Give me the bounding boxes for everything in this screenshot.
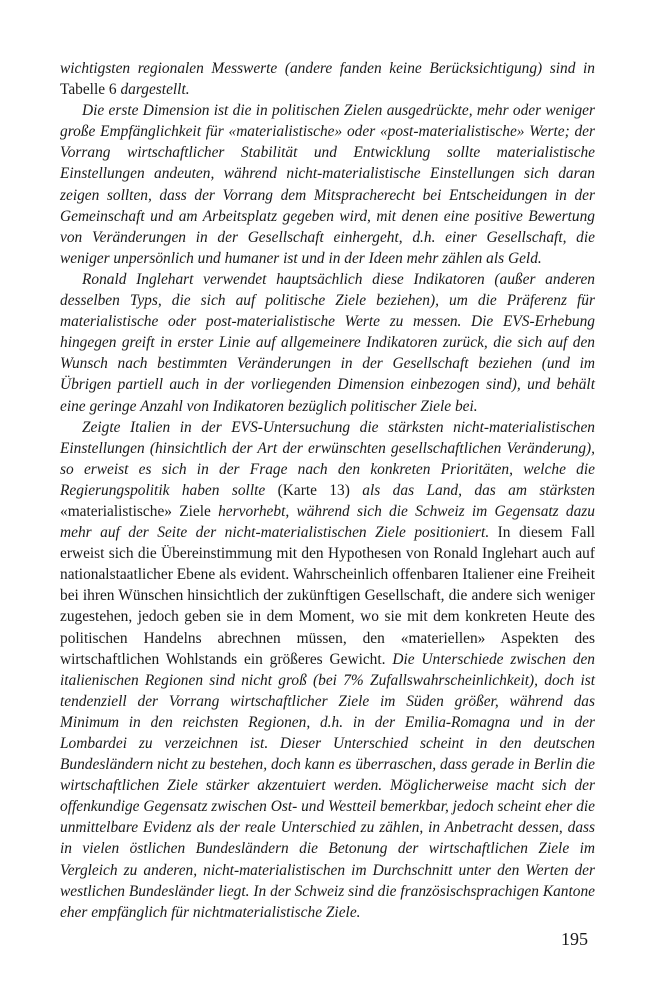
text-run: (Karte 13) [277, 481, 363, 499]
text-run: als das Land, das am stärksten [362, 481, 595, 499]
text-run: In diesem Fall erweist sich die Übereinstimmung mit den Hypothesen von Ronald Inglehart auch auf nationalstaatlicher Ebene als evident. Wahrscheinlich offenbaren Italiener eine Freiheit bei ihren Wünschen hinsichtlich der zukünftigen Gesellschaft, die andere sich weniger zugestehen, jedoch geben sie in dem Moment, wo sie mit dem konkreten Heute des politischen Handelns abrechnen müssen, den «materiellen» Aspekten des wirtschaftlichen Wohlstands ein größeres Gewicht. [60, 524, 595, 668]
paragraph-1 [60, 58, 595, 100]
text-run: Die erste Dimension ist die in politischen Zielen ausgedrückte, mehr oder weniger große Empfänglichkeit für «materialistische» oder «post-materialistische» Werte; der Vorrang wirtschaftlicher Stabilität und Entwicklung sollte materialistische Einstellungen andeuten, während nicht-materialistische Einstellungen sich daran zeigen sollten, dass der Vorrang dem Mitspracherecht bei Entscheidungen in der Gemeinschaft und am Arbeitsplatz gegeben wird, mit denen eine positive Bewertung von Veränderungen in der Gesellschaft einhergeht, d.h. einer Gesellschaft, die weniger unpersönlich und humaner ist und in der Ideen mehr zählen als Geld. [60, 102, 595, 267]
paragraph-3 [60, 269, 595, 417]
text-run: dargestellt. [120, 81, 190, 99]
paragraph-4 [60, 417, 595, 923]
page-number: 195 [561, 929, 588, 949]
text-run: «materialistische» Ziele [60, 502, 219, 520]
text-run: Die Unterschiede zwischen den italienischen Regionen sind nicht groß (bei 7% Zufallswahrscheinlichkeit), doch ist tendenziell der Vorrang wirtschaftlicher Ziele im Süden größer, während das Minimum in den reichsten Regionen, d.h. in der Emilia-Romagna und in der Lombardei zu verzeichnen ist. Dieser Unterschied scheint in den deutschen Bundesländern nicht zu bestehen, doch kann es überraschen, dass gerade in Berlin die wirtschaftlichen Ziele stärker akzentuiert werden. Möglicherweise macht sich der offenkundige Gegensatz zwischen Ost- und Westteil bemerkbar, jedoch scheint eher die unmittelbare Evidenz als der reale Unterschied zu zählen, in Anbetracht dessen, dass in vielen östlichen Bundesländern die Betonung der wirtschaftlichen Ziele im Vergleich zu anderen, nicht-materialistischen im Durchschnitt unter den Werten der westlichen Bundesländer liegt. In der Schweiz sind die französischsprachigen Kantone eher empfänglich für nichtmaterialistische Ziele. [60, 650, 595, 921]
text-run: Tabelle 6 [60, 81, 121, 99]
text-run: Ronald Inglehart verwendet hauptsächlich diese Indikatoren (außer anderen desselben Typs, die sich auf politische Ziele beziehen), um die Präferenz für materialistische oder post-materialistische Werte zu messen. Die EVS-Erhebung hingegen greift in erster Linie auf allgemeinere Indikatoren zurück, die sich auf den Wunsch nach bestimmten Veränderungen in der Gesellschaft beziehen (und im Übrigen partiell auch in der vorliegenden Dimension einbezogen sind), und behält eine geringe Anzahl von Indikatoren bezüglich politischer Ziele bei. [60, 270, 595, 415]
text-run: wichtigsten regionalen Messwerte (andere fanden keine Berücksichtigung) sind in [60, 60, 595, 77]
page-body [60, 58, 595, 923]
paragraph-2 [60, 100, 595, 269]
text-run: Zeigte Italien in der EVS-Untersuchung die stärksten nicht-materialistischen Einstellungen (hinsichtlich der Art der erwünschten gesellschaftlichen Veränderung), so erweist es sich in der Frage nach den konkreten Prioritäten, welche die Regierungspolitik haben sollte [60, 418, 595, 499]
text-run: hervorhebt, während sich die Schweiz im Gegensatz dazu mehr auf der Seite der nicht-materialistischen Ziele positioniert. [60, 502, 595, 542]
